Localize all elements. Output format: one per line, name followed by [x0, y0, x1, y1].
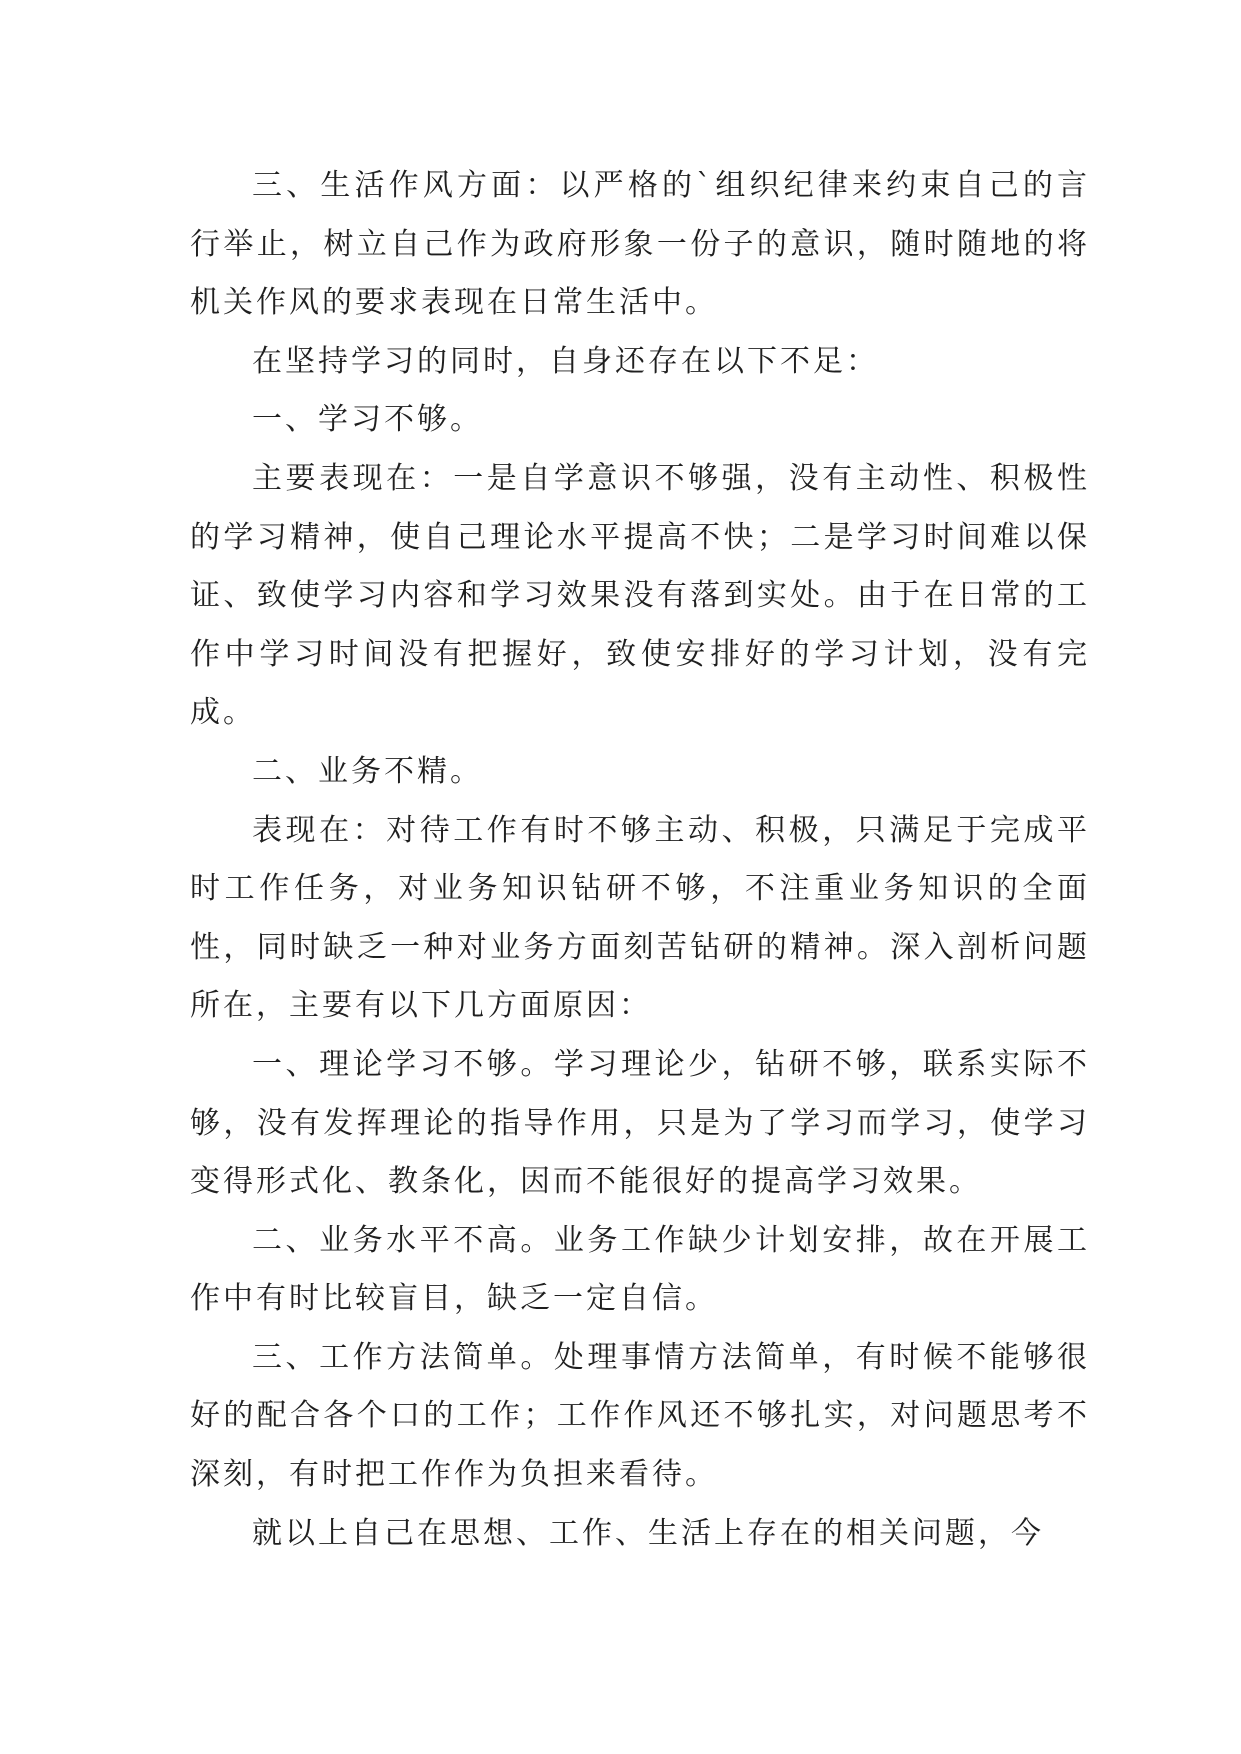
heading-business-not-proficient: 二、业务不精。: [252, 753, 483, 789]
paragraph-reason-theory: 一、理论学习不够。学习理论少，钻研不够，联系实际不够，没有发挥理论的指导作用，只是为了学习而学习，使学习变得形式化、教条化，因而不能很好的提高学习效果。: [190, 1046, 1090, 1200]
paragraph-reason-work-method: 三、工作方法简单。处理事情方法简单，有时候不能够很好的配合各个口的工作；工作作风还不够扎实，对问题思考不深刻，有时把工作作为负担来看待。: [190, 1339, 1090, 1493]
paragraph-study-details: 主要表现在：一是自学意识不够强，没有主动性、积极性的学习精神，使自己理论水平提高不快；二是学习时间难以保证、致使学习内容和学习效果没有落到实处。由于在日常的工作中学习时间没有把握好，致使安排好的学习计划，没有完成。: [190, 460, 1090, 731]
paragraph-shortcomings-intro: 在坚持学习的同时，自身还存在以下不足：: [252, 343, 879, 379]
paragraph-reason-business-level: 二、业务水平不高。业务工作缺少计划安排，故在开展工作中有时比较盲目，缺乏一定自信。: [190, 1222, 1090, 1317]
paragraph-conclusion-start: 就以上自己在思想、工作、生活上存在的相关问题，今: [252, 1515, 1044, 1551]
paragraph-business-details: 表现在：对待工作有时不够主动、积极，只满足于完成平时工作任务，对业务知识钻研不够，不注重业务知识的全面性，同时缺乏一种对业务方面刻苦钻研的精神。深入剖析问题所在，主要有以下几方面原因：: [190, 812, 1090, 1024]
document-body: [190, 157, 1090, 1563]
paragraph-life-style: 三、生活作风方面：以严格的`组织纪律来约束自己的言行举止，树立自己作为政府形象一份子的意识，随时随地的将机关作风的要求表现在日常生活中。: [190, 168, 1090, 321]
heading-insufficient-study: 一、学习不够。: [252, 402, 483, 438]
